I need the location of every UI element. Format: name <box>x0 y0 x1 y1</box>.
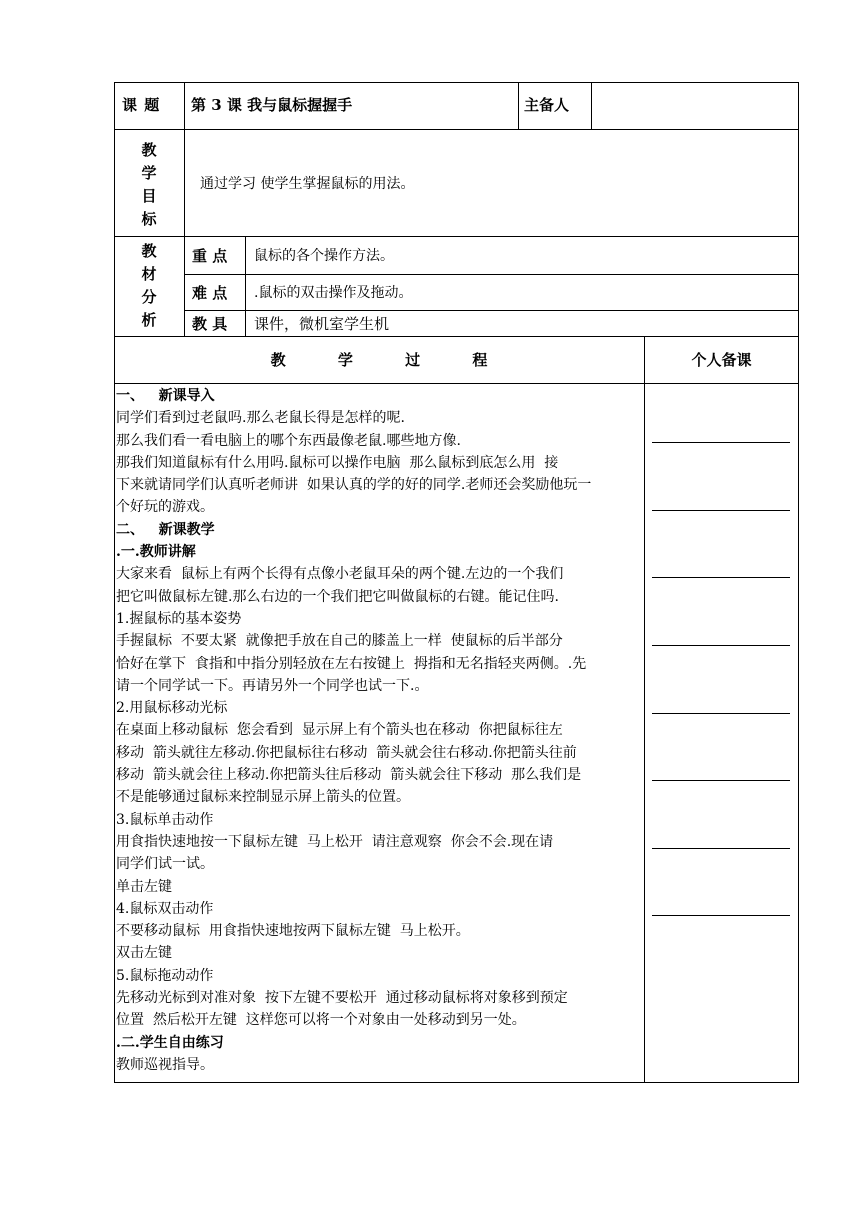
analysis-label <box>114 240 184 332</box>
objectives-label-char: 教 <box>141 141 157 159</box>
process-line: 用食指快速地按一下鼠标左键 马上松开 请注意观察 你会不会.现在请 <box>116 833 554 850</box>
process-line: 同学们看到过老鼠吗.那么老鼠长得是怎样的呢. <box>116 410 405 427</box>
difficulty-label: 难 点 <box>192 284 228 302</box>
notes-rule <box>652 780 790 781</box>
process-body <box>116 385 646 1076</box>
analysis-section-bottom <box>114 336 799 337</box>
preparer-label: 主备人 <box>524 96 570 114</box>
notes-rule <box>652 645 790 646</box>
process-line: 移动 箭头就会往上移动.你把箭头往后移动 箭头就会往下移动 那么我们是 <box>116 767 582 784</box>
preparer-value-divider <box>591 82 592 129</box>
topic-label: 课 题 <box>122 96 161 114</box>
analysis-label-char: 材 <box>141 265 157 283</box>
analysis-sublabel-divider <box>245 236 246 336</box>
process-line: 在桌面上移动鼠标 您会看到 显示屏上有个箭头也在移动 你把鼠标往左 <box>116 722 563 739</box>
process-line: 请一个同学试一下。再请另外一个同学也试一下.。 <box>116 677 429 694</box>
key-point-label: 重 点 <box>192 247 228 265</box>
notes-rule <box>652 442 790 443</box>
process-line: 手握鼠标 不要太紧 就像把手放在自己的膝盖上一样 使鼠标的后半部分 <box>116 633 563 650</box>
process-title: 教 学 过 程 <box>270 351 488 369</box>
process-line: 移动 箭头就往左移动.你把鼠标往右移动 箭头就会往右移动.你把箭头往前 <box>116 744 577 761</box>
process-line: 恰好在掌下 食指和中指分别轻放在左右按键上 拇指和无名指轻夹两侧。.先 <box>116 655 587 672</box>
process-line: 二、 新课教学 <box>116 521 215 538</box>
analysis-label-char: 教 <box>141 242 157 260</box>
table-border-top <box>114 82 799 83</box>
table-border-bottom <box>114 1082 799 1083</box>
notes-rule <box>652 577 790 578</box>
process-line: 单击左键 <box>116 878 172 895</box>
table-border-left <box>114 82 115 1083</box>
label-column-divider <box>184 82 185 336</box>
preparer-divider <box>518 82 519 129</box>
objectives-label-char: 目 <box>141 187 157 205</box>
table-border-right <box>798 82 799 1083</box>
process-line: 双击左键 <box>116 945 172 962</box>
process-line: 个好玩的游戏。 <box>116 499 214 516</box>
analysis-label-char: 分 <box>141 288 157 306</box>
tools-label: 教 具 <box>192 315 228 333</box>
notes-title: 个人备课 <box>691 351 752 369</box>
objectives-text: 通过学习 使学生掌握鼠标的用法。 <box>200 176 415 192</box>
process-line: 一、 新课导入 <box>116 388 215 404</box>
process-line: 不要移动鼠标 用食指快速地按两下鼠标左键 马上松开。 <box>116 923 470 940</box>
process-line: 下来就请同学们认真听老师讲 如果认真的学的好的同学.老师还会奖励他玩一 <box>116 477 592 494</box>
objectives-label-char: 学 <box>141 164 157 182</box>
process-line: .二.学生自由练习 <box>116 1034 224 1051</box>
notes-rule <box>652 915 790 916</box>
key-point-value: 鼠标的各个操作方法。 <box>254 248 394 264</box>
process-line: 先移动光标到对准对象 按下左键不要松开 通过移动鼠标将对象移到预定 <box>116 990 568 1007</box>
process-line: 那么我们看一看电脑上的哪个东西最像老鼠.哪些地方像. <box>116 432 461 449</box>
analysis-row2-bottom <box>184 310 799 311</box>
difficulty-value: .鼠标的双击操作及拖动。 <box>254 285 413 301</box>
header-row-bottom <box>114 129 799 130</box>
objectives-row-bottom <box>114 236 799 237</box>
topic-value: 第 3 课 我与鼠标握握手 <box>191 96 353 114</box>
process-line: 2.用鼠标移动光标 <box>116 700 228 717</box>
process-header-bottom <box>114 383 799 384</box>
analysis-row1-bottom <box>184 274 799 275</box>
notes-rule <box>652 713 790 714</box>
process-line: 5.鼠标拖动动作 <box>116 967 214 984</box>
process-line: 3.鼠标单击动作 <box>116 811 214 828</box>
notes-rule <box>652 848 790 849</box>
process-line: 大家来看 鼠标上有两个长得有点像小老鼠耳朵的两个键.左边的一个我们 <box>116 566 564 583</box>
objectives-label <box>114 139 184 231</box>
process-line: 4.鼠标双击动作 <box>116 900 214 917</box>
objectives-label-char: 标 <box>141 210 157 228</box>
process-line: 1.握鼠标的基本姿势 <box>116 610 242 627</box>
process-line: .一.教师讲解 <box>116 544 196 561</box>
tools-value: 课件，微机室学生机 <box>254 315 390 333</box>
process-line: 那我们知道鼠标有什么用吗.鼠标可以操作电脑 那么鼠标到底怎么用 接 <box>116 454 559 471</box>
analysis-label-char: 析 <box>141 311 157 329</box>
process-line: 教师巡视指导。 <box>116 1056 214 1073</box>
process-line: 把它叫做鼠标左键.那么右边的一个我们把它叫做鼠标的右键。能记住吗. <box>116 588 559 605</box>
notes-rule <box>652 510 790 511</box>
lesson-plan-table <box>114 82 799 1083</box>
process-line: 不是能够通过鼠标来控制显示屏上箭头的位置。 <box>116 789 410 806</box>
process-line: 位置 然后松开左键 这样您可以将一个对象由一处移动到另一处。 <box>116 1012 526 1029</box>
process-line: 同学们试一试。 <box>116 856 214 873</box>
